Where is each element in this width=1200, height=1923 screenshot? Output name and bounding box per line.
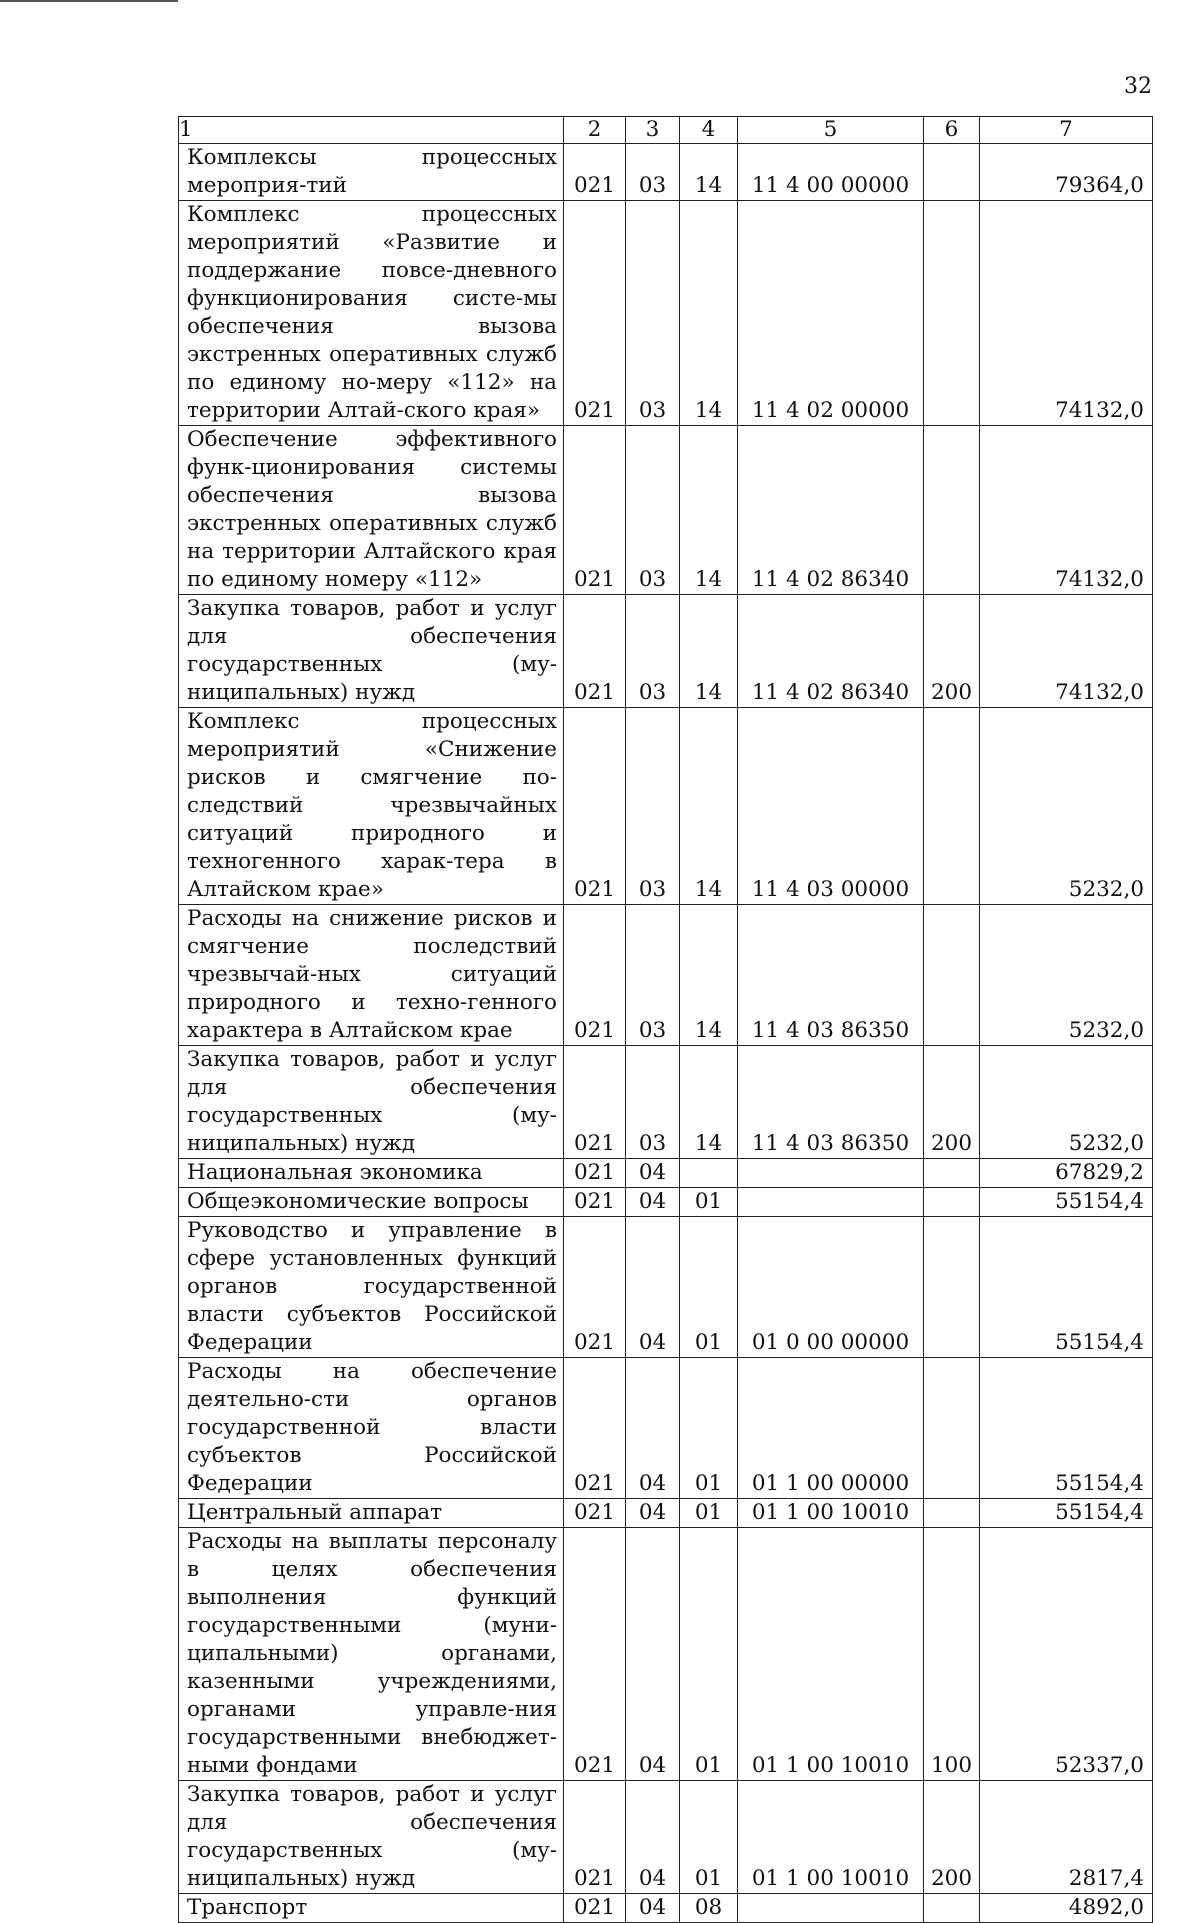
section-code: 03 [626, 905, 680, 1046]
ministry-code: 021 [564, 426, 626, 595]
subsection-code: 14 [680, 144, 738, 201]
target-article-code: 11 4 02 00000 [738, 201, 924, 426]
expense-type-code [924, 708, 980, 905]
amount: 2817,4 [980, 1781, 1153, 1894]
amount: 74132,0 [980, 201, 1153, 426]
expense-name: Обеспечение эффективного функ-ционирования системы обеспечения вызова экстренных оперативных служб на территории Алтайского края по единому номеру «112» [179, 426, 564, 595]
ministry-code: 021 [564, 144, 626, 201]
expense-name: Национальная экономика [179, 1159, 564, 1188]
subsection-code: 01 [680, 1781, 738, 1894]
expense-type-code [924, 905, 980, 1046]
amount: 55154,4 [980, 1499, 1153, 1528]
header-cell: 4 [680, 117, 738, 144]
header-cell: 5 [738, 117, 924, 144]
subsection-code: 08 [680, 1894, 738, 1923]
section-code: 04 [626, 1188, 680, 1217]
section-code: 04 [626, 1499, 680, 1528]
expense-type-code [924, 1499, 980, 1528]
section-code: 03 [626, 201, 680, 426]
ministry-code: 021 [564, 708, 626, 905]
amount: 74132,0 [980, 426, 1153, 595]
amount: 5232,0 [980, 708, 1153, 905]
expense-type-code [924, 1188, 980, 1217]
table-row [179, 1046, 1153, 1159]
target-article-code: 11 4 03 86350 [738, 905, 924, 1046]
expense-type-code [924, 426, 980, 595]
subsection-code: 14 [680, 201, 738, 426]
table-row [179, 1781, 1153, 1894]
section-code: 04 [626, 1358, 680, 1499]
target-article-code: 01 1 00 10010 [738, 1499, 924, 1528]
ministry-code: 021 [564, 1499, 626, 1528]
ministry-code: 021 [564, 595, 626, 708]
table-row [179, 201, 1153, 426]
table-row [179, 1358, 1153, 1499]
section-code: 03 [626, 144, 680, 201]
expense-type-code: 200 [924, 595, 980, 708]
subsection-code: 01 [680, 1499, 738, 1528]
expense-name: Расходы на выплаты персоналу в целях обеспечения выполнения функций государственными (муни-ципальными) органами, казенными учреждениями, органами управле-ния государственными внебюджет-ными фондами [179, 1528, 564, 1781]
section-code: 03 [626, 1046, 680, 1159]
scan-edge-line [0, 0, 178, 2]
section-code: 04 [626, 1217, 680, 1358]
subsection-code: 01 [680, 1217, 738, 1358]
ministry-code: 021 [564, 1528, 626, 1781]
table-row [179, 905, 1153, 1046]
section-code: 04 [626, 1159, 680, 1188]
subsection-code: 14 [680, 905, 738, 1046]
expense-name: Комплекс процессных мероприятий «Снижение рисков и смягчение по-следствий чрезвычайных ситуаций природного и техногенного харак-тера в Алтайском крае» [179, 708, 564, 905]
expense-name: Закупка товаров, работ и услуг для обеспечения государственных (му-ниципальных) нужд [179, 1781, 564, 1894]
table-row [179, 1499, 1153, 1528]
amount: 74132,0 [980, 595, 1153, 708]
expense-type-code [924, 1217, 980, 1358]
table-row [179, 1217, 1153, 1358]
expense-type-code [924, 1358, 980, 1499]
target-article-code: 11 4 03 00000 [738, 708, 924, 905]
section-code: 03 [626, 426, 680, 595]
amount: 55154,4 [980, 1358, 1153, 1499]
table-row [179, 1159, 1153, 1188]
ministry-code: 021 [564, 1046, 626, 1159]
header-cell: 2 [564, 117, 626, 144]
section-code: 04 [626, 1781, 680, 1894]
subsection-code: 01 [680, 1188, 738, 1217]
expense-name: Руководство и управление в сфере установленных функций органов государственной власти субъектов Российской Федерации [179, 1217, 564, 1358]
header-row [179, 117, 1153, 144]
section-code: 03 [626, 595, 680, 708]
expense-name: Закупка товаров, работ и услуг для обеспечения государственных (му-ниципальных) нужд [179, 1046, 564, 1159]
target-article-code: 11 4 02 86340 [738, 426, 924, 595]
target-article-code: 11 4 02 86340 [738, 595, 924, 708]
header-cell: 6 [924, 117, 980, 144]
ministry-code: 021 [564, 905, 626, 1046]
subsection-code: 01 [680, 1528, 738, 1781]
target-article-code: 11 4 00 00000 [738, 144, 924, 201]
expense-name: Комплексы процессных мероприя-тий [179, 144, 564, 201]
table-row [179, 144, 1153, 201]
expense-name: Общеэкономические вопросы [179, 1188, 564, 1217]
target-article-code: 01 1 00 10010 [738, 1781, 924, 1894]
target-article-code: 01 1 00 10010 [738, 1528, 924, 1781]
expense-name: Расходы на обеспечение деятельно-сти органов государственной власти субъектов Российской Федерации [179, 1358, 564, 1499]
subsection-code: 14 [680, 595, 738, 708]
section-code: 04 [626, 1528, 680, 1781]
ministry-code: 021 [564, 1217, 626, 1358]
ministry-code: 021 [564, 1358, 626, 1499]
section-code: 04 [626, 1894, 680, 1923]
ministry-code: 021 [564, 1159, 626, 1188]
subsection-code: 14 [680, 426, 738, 595]
amount: 55154,4 [980, 1217, 1153, 1358]
amount: 52337,0 [980, 1528, 1153, 1781]
expense-type-code: 200 [924, 1046, 980, 1159]
target-article-code: 01 0 00 00000 [738, 1217, 924, 1358]
subsection-code: 01 [680, 1358, 738, 1499]
amount: 67829,2 [980, 1159, 1153, 1188]
target-article-code [738, 1894, 924, 1923]
ministry-code: 021 [564, 1781, 626, 1894]
expense-name: Комплекс процессных мероприятий «Развитие и поддержание повсе-дневного функционирования систе-мы обеспечения вызова экстренных оперативных служб по единому но-меру «112» на территории Алтай-ского края» [179, 201, 564, 426]
table-row [179, 1894, 1153, 1923]
amount: 4892,0 [980, 1894, 1153, 1923]
subsection-code [680, 1159, 738, 1188]
table-row [179, 595, 1153, 708]
header-cell: 1 [179, 117, 564, 144]
expense-type-code [924, 1159, 980, 1188]
expense-name: Центральный аппарат [179, 1499, 564, 1528]
amount: 5232,0 [980, 1046, 1153, 1159]
expense-type-code [924, 144, 980, 201]
expense-type-code: 100 [924, 1528, 980, 1781]
header-cell: 7 [980, 117, 1153, 144]
target-article-code [738, 1159, 924, 1188]
ministry-code: 021 [564, 1188, 626, 1217]
expense-name: Закупка товаров, работ и услуг для обеспечения государственных (му-ниципальных) нужд [179, 595, 564, 708]
amount: 79364,0 [980, 144, 1153, 201]
target-article-code: 01 1 00 00000 [738, 1358, 924, 1499]
expense-name: Расходы на снижение рисков и смягчение последствий чрезвычай-ных ситуаций природного и техно-генного характера в Алтайском крае [179, 905, 564, 1046]
target-article-code: 11 4 03 86350 [738, 1046, 924, 1159]
table-row [179, 426, 1153, 595]
amount: 55154,4 [980, 1188, 1153, 1217]
section-code: 03 [626, 708, 680, 905]
table-row [179, 1188, 1153, 1217]
subsection-code: 14 [680, 708, 738, 905]
expense-type-code: 200 [924, 1781, 980, 1894]
ministry-code: 021 [564, 201, 626, 426]
page-number: 32 [1124, 74, 1152, 99]
table-row [179, 708, 1153, 905]
expense-name: Транспорт [179, 1894, 564, 1923]
header-cell: 3 [626, 117, 680, 144]
budget-table [178, 116, 1153, 1923]
expense-type-code [924, 201, 980, 426]
target-article-code [738, 1188, 924, 1217]
table-row [179, 1528, 1153, 1781]
subsection-code: 14 [680, 1046, 738, 1159]
expense-type-code [924, 1894, 980, 1923]
ministry-code: 021 [564, 1894, 626, 1923]
amount: 5232,0 [980, 905, 1153, 1046]
